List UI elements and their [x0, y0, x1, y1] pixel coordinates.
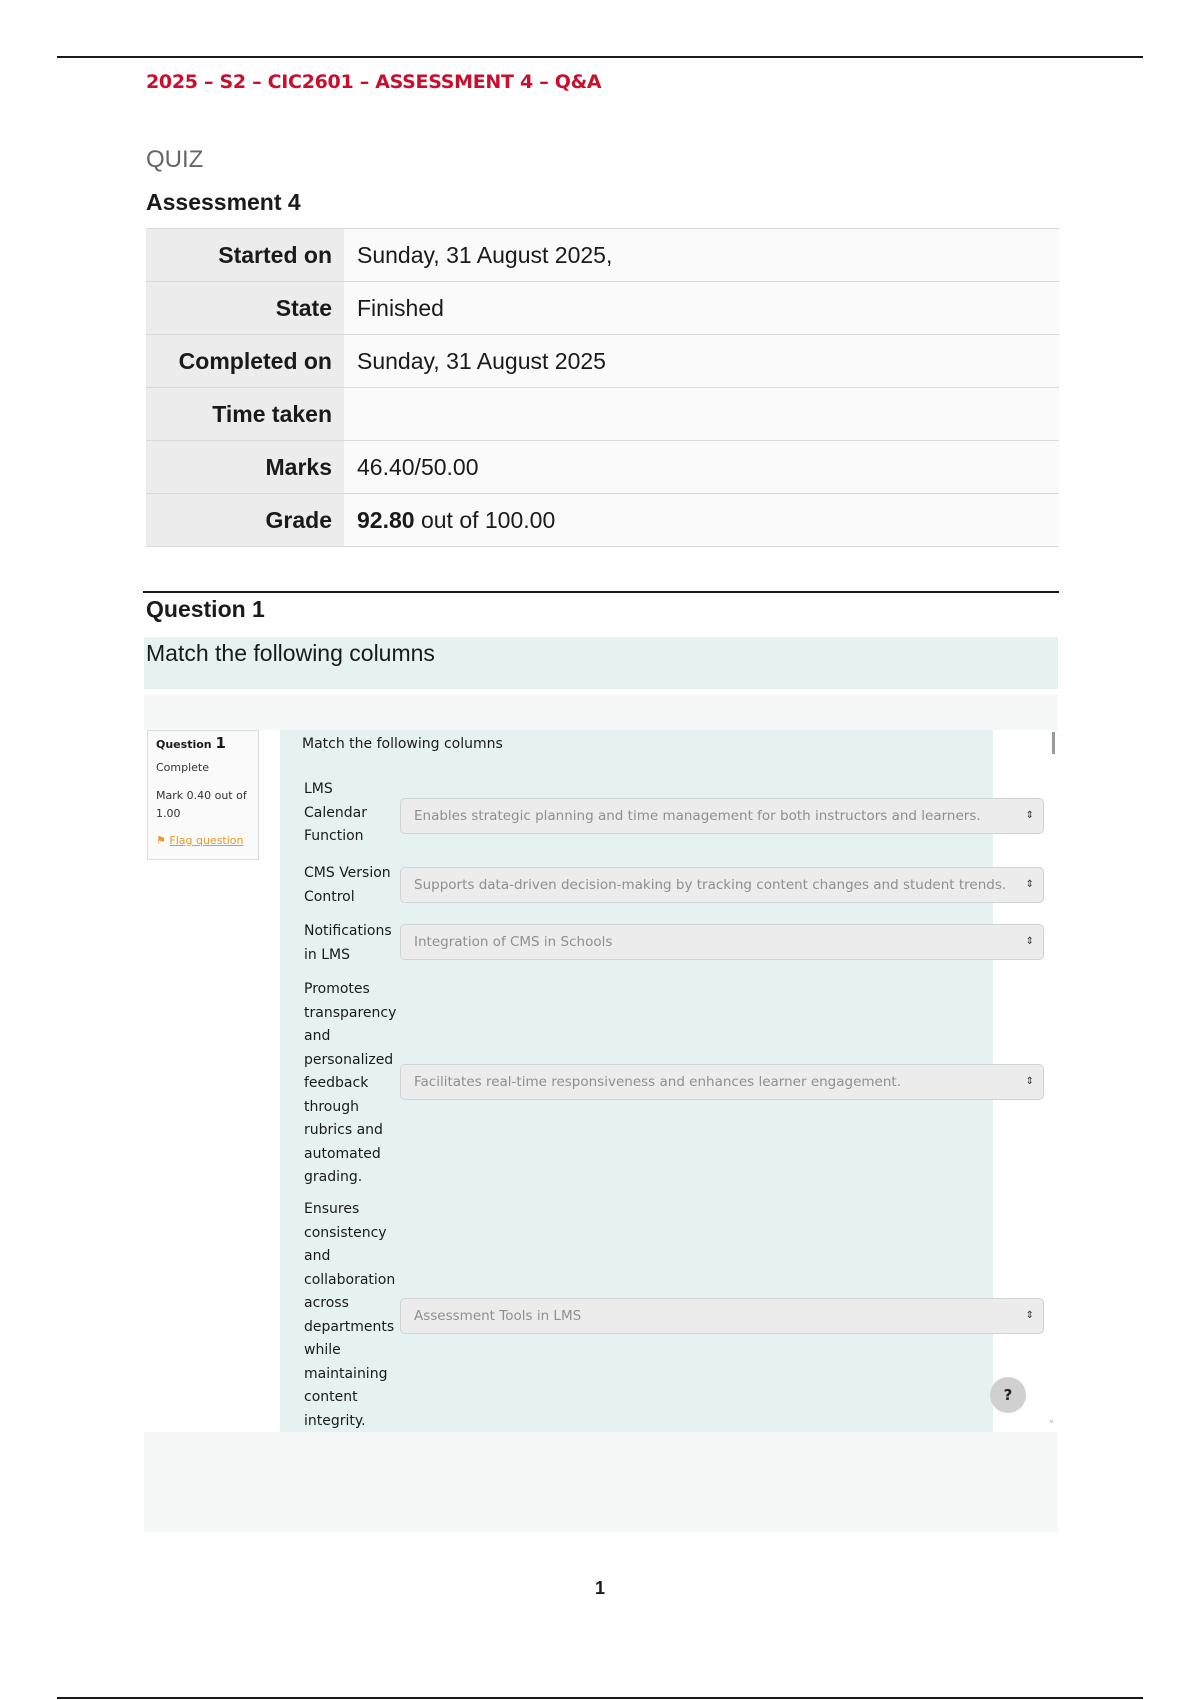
- summary-label: Time taken: [146, 388, 344, 441]
- summary-value: Finished: [344, 282, 1059, 335]
- summary-value: Sunday, 31 August 2025: [344, 335, 1059, 388]
- question-rule: [143, 591, 1059, 593]
- question-mark: Mark 0.40 out of 1.00: [156, 789, 247, 820]
- help-button[interactable]: ?: [990, 1377, 1026, 1413]
- summary-value: Sunday, 31 August 2025,: [344, 229, 1059, 282]
- match-row-select[interactable]: [400, 1064, 1044, 1100]
- embedded-quiz-screenshot: [144, 730, 1058, 1432]
- select-arrows-icon: ⇕: [1025, 879, 1034, 890]
- document-header: 2025 – S2 – CIC2601 – ASSESSMENT 4 – Q&A: [146, 71, 602, 93]
- question-number: [156, 734, 226, 752]
- select-arrows-icon: ⇕: [1025, 810, 1034, 821]
- match-select-value: Integration of CMS in Schools: [414, 934, 613, 950]
- scrollbar-arrow-icon: ˅: [1049, 1420, 1054, 1431]
- match-select-value: Assessment Tools in LMS: [414, 1308, 582, 1324]
- bottom-rule: [57, 1697, 1143, 1699]
- summary-row: [146, 282, 1059, 335]
- match-prompt: Match the following columns: [302, 736, 503, 752]
- summary-label: Grade: [146, 494, 344, 547]
- question-number-prefix: Question: [156, 738, 212, 751]
- summary-label: Marks: [146, 441, 344, 494]
- summary-row: [146, 335, 1059, 388]
- match-row-select[interactable]: [400, 1298, 1044, 1334]
- flag-icon: ⚑: [156, 834, 166, 847]
- summary-value: 46.40/50.00: [344, 441, 1059, 494]
- match-row-select[interactable]: [400, 798, 1044, 834]
- grade-total: out of 100.00: [414, 507, 556, 533]
- question-info-box: [147, 730, 259, 860]
- match-row-select[interactable]: [400, 867, 1044, 903]
- match-row-label: CMS Version Control: [304, 865, 391, 905]
- select-arrows-icon: ⇕: [1025, 936, 1034, 947]
- select-arrows-icon: ⇕: [1025, 1076, 1034, 1087]
- match-row-label: LMS Calendar Function: [304, 781, 367, 844]
- summary-value: [344, 388, 1059, 441]
- match-row-label: Notifications in LMS: [304, 923, 392, 963]
- question-heading: Question 1: [146, 596, 265, 622]
- summary-value: [344, 494, 1059, 547]
- match-row-select[interactable]: [400, 924, 1044, 960]
- page-number: 1: [594, 1578, 605, 1598]
- match-select-value: Facilitates real-time responsiveness and enhances learner engagement.: [414, 1074, 901, 1090]
- question-state: Complete: [156, 761, 210, 774]
- summary-row: [146, 388, 1059, 441]
- summary-row: [146, 229, 1059, 282]
- match-row-label: Promotes transparency and personalized feedback through rubrics and automated grading.: [304, 981, 397, 1185]
- scrollbar-thumb[interactable]: [1052, 732, 1055, 754]
- flag-question-link[interactable]: [156, 834, 244, 847]
- question-text: Match the following columns: [146, 640, 435, 666]
- match-row-label: Ensures consistency and collaboration across departments while maintaining content integrity.: [304, 1201, 396, 1429]
- flag-question-label: Flag question: [169, 834, 244, 847]
- quiz-label: QUIZ: [146, 146, 204, 173]
- question-number-value: 1: [215, 734, 226, 752]
- quiz-title: Assessment 4: [146, 189, 301, 215]
- grade-score: 92.80: [357, 507, 415, 533]
- top-rule: [57, 56, 1143, 58]
- summary-label: Started on: [146, 229, 344, 282]
- quiz-summary-table: [146, 228, 1059, 547]
- summary-row: [146, 441, 1059, 494]
- summary-row: [146, 494, 1059, 547]
- summary-label: Completed on: [146, 335, 344, 388]
- select-arrows-icon: ⇕: [1025, 1310, 1034, 1321]
- summary-label: State: [146, 282, 344, 335]
- match-select-value: Enables strategic planning and time management for both instructors and learners.: [414, 808, 981, 824]
- match-select-value: Supports data-driven decision-making by tracking content changes and student trends.: [414, 877, 1007, 893]
